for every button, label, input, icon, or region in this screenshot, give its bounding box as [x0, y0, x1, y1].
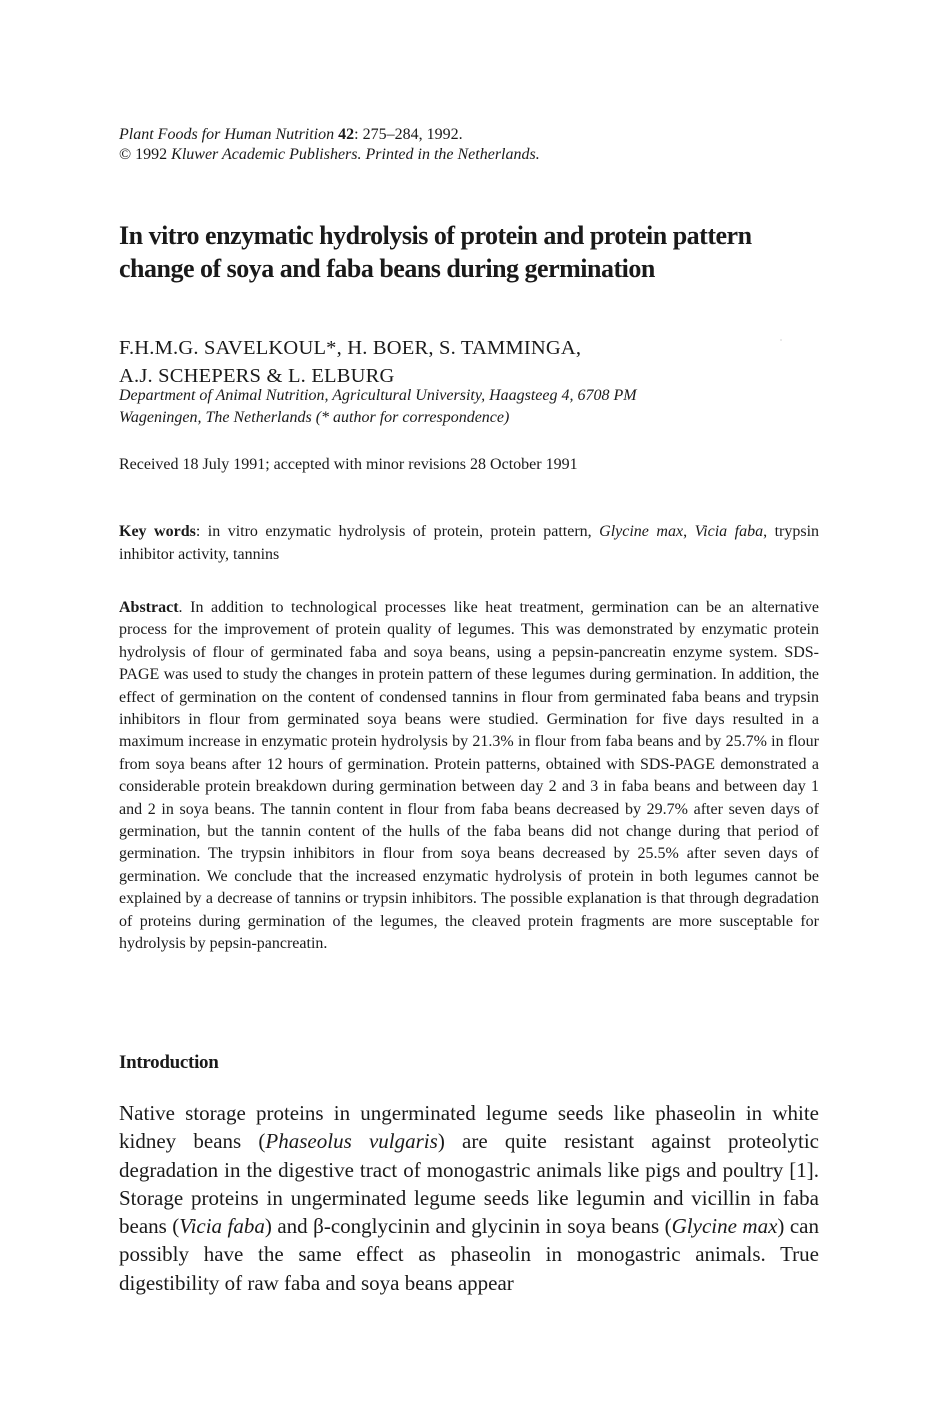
intro-text-1: Native storage proteins in ungerminated legume seeds like phaseolin in white kidney beans ( — [119, 1101, 819, 1154]
journal-name: Plant Foods for Human Nutrition — [119, 126, 335, 143]
copyright-icon: © — [119, 146, 132, 163]
keyword-vicia-faba: Vicia faba — [694, 523, 764, 540]
intro-glycine-max: Glycine max — [671, 1214, 778, 1239]
keyword-glycine-max: Glycine max — [599, 523, 684, 540]
abstract-text: . In addition to technological processes like heat treatment, germination can be an alternative process for the improvement of protein quality of legumes. This was demonstrated by enzymatic protein hydrolysis of flour of germinated faba and soya beans, using a pepsin-pancreatin enzyme system. SDS-PAGE was used to study the changes in protein pattern of these legumes during germination. In addition, the effect of germination on the content of condensed tannins in flour from germinated faba beans and trypsin inhibitors in flour from germinated soya beans were studied. Germination for five days resulted in a maximum increase in enzymatic protein hydrolysis by 21.3% in flour from faba beans and by 25.7% in flour from soya beans after 12 hours of germination. Protein patterns, obtained with SDS-PAGE demonstrated a considerable protein breakdown during germination between day 2 and 3 in faba beans and between day 1 and 2 in soya beans. The tannin content in flour from faba beans decreased by 29.7% after seven days of germination, but the tannin content of the hulls of the faba beans did not change during that period of germination. The trypsin inhibitors in flour from soya beans decreased by 25.5% after seven days of germination. We conclude that the increased enzymatic hydrolysis of protein in both legumes cannot be explained by a decrease of tannins or trypsin inhibitors. The possible explanation is that through degradation of proteins during germination of the legumes, the cleaved protein fragments are more susceptable for hydrolysis by pepsin-pancreatin. — [119, 599, 819, 953]
keywords-text-1: : in vitro enzymatic hydrolysis of protein, protein pattern, — [195, 523, 600, 540]
abstract-label: Abstract — [119, 599, 179, 616]
abstract — [119, 597, 819, 956]
keywords-label: Key words — [119, 523, 196, 540]
authors-line-1: F.H.M.G. SAVELKOUL*, H. BOER, S. TAMMINGA, — [119, 337, 582, 359]
intro-text-2: ) are quite resistant against proteolytic degradation in the digestive tract of monogastric animals like pigs and poultry [1]. Storage proteins in ungerminated legume seeds like legumin and vicillin in faba beans ( — [119, 1129, 819, 1239]
introduction-paragraph — [119, 1099, 819, 1297]
intro-text-3: ) and β-conglycinin and glycinin in soya beans ( — [264, 1214, 672, 1239]
journal-citation — [119, 125, 839, 145]
author-list — [119, 334, 839, 390]
introduction-heading: Introduction — [119, 1052, 219, 1073]
keywords-text-3: , trypsin inhibitor activity, tannins — [119, 523, 820, 563]
title-line-2: change of soya and faba beans during germination — [119, 254, 655, 283]
intro-phaseolus-vulgaris: Phaseolus vulgaris — [265, 1129, 438, 1154]
keywords — [119, 521, 819, 566]
journal-volume: 42 — [338, 126, 355, 143]
journal-header — [119, 125, 839, 165]
intro-text-4: ) can possibly have the same effect as phaseolin in monogastric animals. True digestibility of raw faba and soya beans appear — [119, 1214, 820, 1295]
copyright-year: 1992 — [135, 146, 168, 163]
received-date: Received 18 July 1991; accepted with minor revisions 28 October 1991 — [119, 456, 578, 473]
copyright-line — [119, 145, 839, 165]
affiliation — [119, 385, 839, 429]
intro-vicia-faba: Vicia faba — [179, 1214, 265, 1239]
copyright-text: Kluwer Academic Publishers. Printed in the Netherlands. — [171, 146, 540, 163]
scan-speck — [780, 339, 782, 341]
keywords-text-2: , — [683, 523, 695, 540]
authors-line-2: A.J. SCHEPERS & L. ELBURG — [119, 365, 395, 387]
paper-title — [119, 219, 839, 285]
affiliation-line-2: Wageningen, The Netherlands (* author for correspondence) — [119, 409, 510, 426]
affiliation-line-1: Department of Animal Nutrition, Agricultural University, Haagsteeg 4, 6708 PM — [119, 387, 637, 404]
title-line-1: In vitro enzymatic hydrolysis of protein and protein pattern — [119, 221, 752, 250]
journal-pages-year: : 275–284, 1992. — [354, 126, 463, 143]
